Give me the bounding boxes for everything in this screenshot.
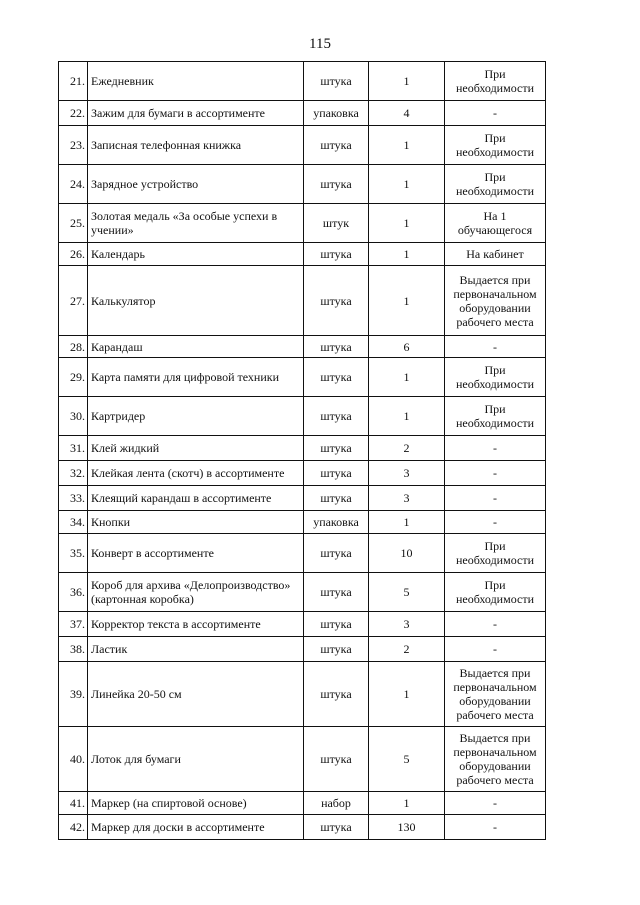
item-name-cell: Маркер для доски в ассортименте bbox=[88, 815, 304, 840]
row-number-cell: 26. bbox=[59, 243, 88, 266]
row-number-cell: 39. bbox=[59, 662, 88, 727]
table-row bbox=[59, 511, 546, 534]
unit-cell: штука bbox=[304, 815, 369, 840]
row-number-cell: 28. bbox=[59, 336, 88, 358]
row-number-cell: 35. bbox=[59, 534, 88, 573]
quantity-cell: 4 bbox=[369, 101, 445, 126]
table-row bbox=[59, 436, 546, 461]
note-cell: - bbox=[445, 101, 546, 126]
unit-cell: штука bbox=[304, 612, 369, 637]
row-number-cell: 32. bbox=[59, 461, 88, 486]
unit-cell: штука bbox=[304, 165, 369, 204]
note-cell: - bbox=[445, 461, 546, 486]
table-row bbox=[59, 101, 546, 126]
page-number: 115 bbox=[309, 36, 331, 52]
quantity-cell: 1 bbox=[369, 511, 445, 534]
table-row bbox=[59, 815, 546, 840]
table-row bbox=[59, 243, 546, 266]
row-number-cell: 33. bbox=[59, 486, 88, 511]
table-row bbox=[59, 486, 546, 511]
item-name-cell: Клей жидкий bbox=[88, 436, 304, 461]
note-cell: При необходимости bbox=[445, 534, 546, 573]
quantity-cell: 1 bbox=[369, 358, 445, 397]
row-number-cell: 22. bbox=[59, 101, 88, 126]
row-number-cell: 29. bbox=[59, 358, 88, 397]
note-cell: - bbox=[445, 436, 546, 461]
table-row bbox=[59, 612, 546, 637]
unit-cell: штука bbox=[304, 397, 369, 436]
quantity-cell: 1 bbox=[369, 397, 445, 436]
unit-cell: штука bbox=[304, 336, 369, 358]
unit-cell: упаковка bbox=[304, 101, 369, 126]
note-cell: При необходимости bbox=[445, 573, 546, 612]
unit-cell: штука bbox=[304, 461, 369, 486]
quantity-cell: 1 bbox=[369, 126, 445, 165]
quantity-cell: 2 bbox=[369, 637, 445, 662]
note-cell: При необходимости bbox=[445, 165, 546, 204]
unit-cell: штука bbox=[304, 534, 369, 573]
row-number-cell: 21. bbox=[59, 62, 88, 101]
table-row bbox=[59, 461, 546, 486]
item-name-cell: Картридер bbox=[88, 397, 304, 436]
row-number-cell: 41. bbox=[59, 792, 88, 815]
note-cell: На 1 обучающегося bbox=[445, 204, 546, 243]
item-name-cell: Зарядное устройство bbox=[88, 165, 304, 204]
row-number-cell: 42. bbox=[59, 815, 88, 840]
item-name-cell: Лоток для бумаги bbox=[88, 727, 304, 792]
item-name-cell: Карта памяти для цифровой техники bbox=[88, 358, 304, 397]
note-cell: - bbox=[445, 815, 546, 840]
unit-cell: штука bbox=[304, 62, 369, 101]
item-name-cell: Зажим для бумаги в ассортименте bbox=[88, 101, 304, 126]
item-name-cell: Линейка 20-50 см bbox=[88, 662, 304, 727]
quantity-cell: 3 bbox=[369, 461, 445, 486]
quantity-cell: 1 bbox=[369, 662, 445, 727]
table-row bbox=[59, 126, 546, 165]
unit-cell: штук bbox=[304, 204, 369, 243]
row-number-cell: 34. bbox=[59, 511, 88, 534]
item-name-cell: Калькулятор bbox=[88, 266, 304, 336]
item-name-cell: Кнопки bbox=[88, 511, 304, 534]
note-cell: - bbox=[445, 486, 546, 511]
item-name-cell: Конверт в ассортименте bbox=[88, 534, 304, 573]
note-cell: Выдается при первоначальном оборудовании рабочего места bbox=[445, 662, 546, 727]
note-cell: Выдается при первоначальном оборудовании рабочего места bbox=[445, 727, 546, 792]
table-row bbox=[59, 266, 546, 336]
quantity-cell: 2 bbox=[369, 436, 445, 461]
row-number-cell: 31. bbox=[59, 436, 88, 461]
quantity-cell: 1 bbox=[369, 62, 445, 101]
table-row bbox=[59, 204, 546, 243]
unit-cell: набор bbox=[304, 792, 369, 815]
quantity-cell: 1 bbox=[369, 165, 445, 204]
row-number-cell: 23. bbox=[59, 126, 88, 165]
item-name-cell: Записная телефонная книжка bbox=[88, 126, 304, 165]
unit-cell: штука bbox=[304, 436, 369, 461]
row-number-cell: 40. bbox=[59, 727, 88, 792]
unit-cell: штука bbox=[304, 358, 369, 397]
table-row bbox=[59, 397, 546, 436]
row-number-cell: 24. bbox=[59, 165, 88, 204]
table-row bbox=[59, 62, 546, 101]
unit-cell: штука bbox=[304, 266, 369, 336]
quantity-cell: 5 bbox=[369, 727, 445, 792]
quantity-cell: 3 bbox=[369, 612, 445, 637]
quantity-cell: 10 bbox=[369, 534, 445, 573]
item-name-cell: Клеящий карандаш в ассортименте bbox=[88, 486, 304, 511]
item-name-cell: Календарь bbox=[88, 243, 304, 266]
note-cell: На кабинет bbox=[445, 243, 546, 266]
table-row bbox=[59, 573, 546, 612]
quantity-cell: 5 bbox=[369, 573, 445, 612]
unit-cell: упаковка bbox=[304, 511, 369, 534]
note-cell: При необходимости bbox=[445, 358, 546, 397]
item-name-cell: Золотая медаль «За особые успехи в учении» bbox=[88, 204, 304, 243]
row-number-cell: 30. bbox=[59, 397, 88, 436]
note-cell: При необходимости bbox=[445, 126, 546, 165]
supplies-table bbox=[58, 61, 546, 840]
quantity-cell: 6 bbox=[369, 336, 445, 358]
quantity-cell: 1 bbox=[369, 204, 445, 243]
note-cell: - bbox=[445, 511, 546, 534]
note-cell: - bbox=[445, 336, 546, 358]
note-cell: При необходимости bbox=[445, 62, 546, 101]
table-row bbox=[59, 336, 546, 358]
item-name-cell: Карандаш bbox=[88, 336, 304, 358]
item-name-cell: Ежедневник bbox=[88, 62, 304, 101]
unit-cell: штука bbox=[304, 573, 369, 612]
row-number-cell: 36. bbox=[59, 573, 88, 612]
table-row bbox=[59, 165, 546, 204]
table-row bbox=[59, 727, 546, 792]
quantity-cell: 130 bbox=[369, 815, 445, 840]
row-number-cell: 25. bbox=[59, 204, 88, 243]
unit-cell: штука bbox=[304, 486, 369, 511]
table-row bbox=[59, 662, 546, 727]
table-row bbox=[59, 792, 546, 815]
note-cell: - bbox=[445, 637, 546, 662]
note-cell: - bbox=[445, 612, 546, 637]
unit-cell: штука bbox=[304, 243, 369, 266]
unit-cell: штука bbox=[304, 126, 369, 165]
quantity-cell: 1 bbox=[369, 243, 445, 266]
unit-cell: штука bbox=[304, 727, 369, 792]
table-body bbox=[59, 62, 546, 840]
unit-cell: штука bbox=[304, 637, 369, 662]
table-row bbox=[59, 637, 546, 662]
row-number-cell: 27. bbox=[59, 266, 88, 336]
row-number-cell: 37. bbox=[59, 612, 88, 637]
item-name-cell: Ластик bbox=[88, 637, 304, 662]
item-name-cell: Короб для архива «Делопроизводство» (картонная коробка) bbox=[88, 573, 304, 612]
note-cell: - bbox=[445, 792, 546, 815]
quantity-cell: 1 bbox=[369, 266, 445, 336]
item-name-cell: Маркер (на спиртовой основе) bbox=[88, 792, 304, 815]
unit-cell: штука bbox=[304, 662, 369, 727]
table-row bbox=[59, 358, 546, 397]
item-name-cell: Корректор текста в ассортименте bbox=[88, 612, 304, 637]
quantity-cell: 3 bbox=[369, 486, 445, 511]
note-cell: При необходимости bbox=[445, 397, 546, 436]
quantity-cell: 1 bbox=[369, 792, 445, 815]
table-row bbox=[59, 534, 546, 573]
row-number-cell: 38. bbox=[59, 637, 88, 662]
item-name-cell: Клейкая лента (скотч) в ассортименте bbox=[88, 461, 304, 486]
note-cell: Выдается при первоначальном оборудовании рабочего места bbox=[445, 266, 546, 336]
